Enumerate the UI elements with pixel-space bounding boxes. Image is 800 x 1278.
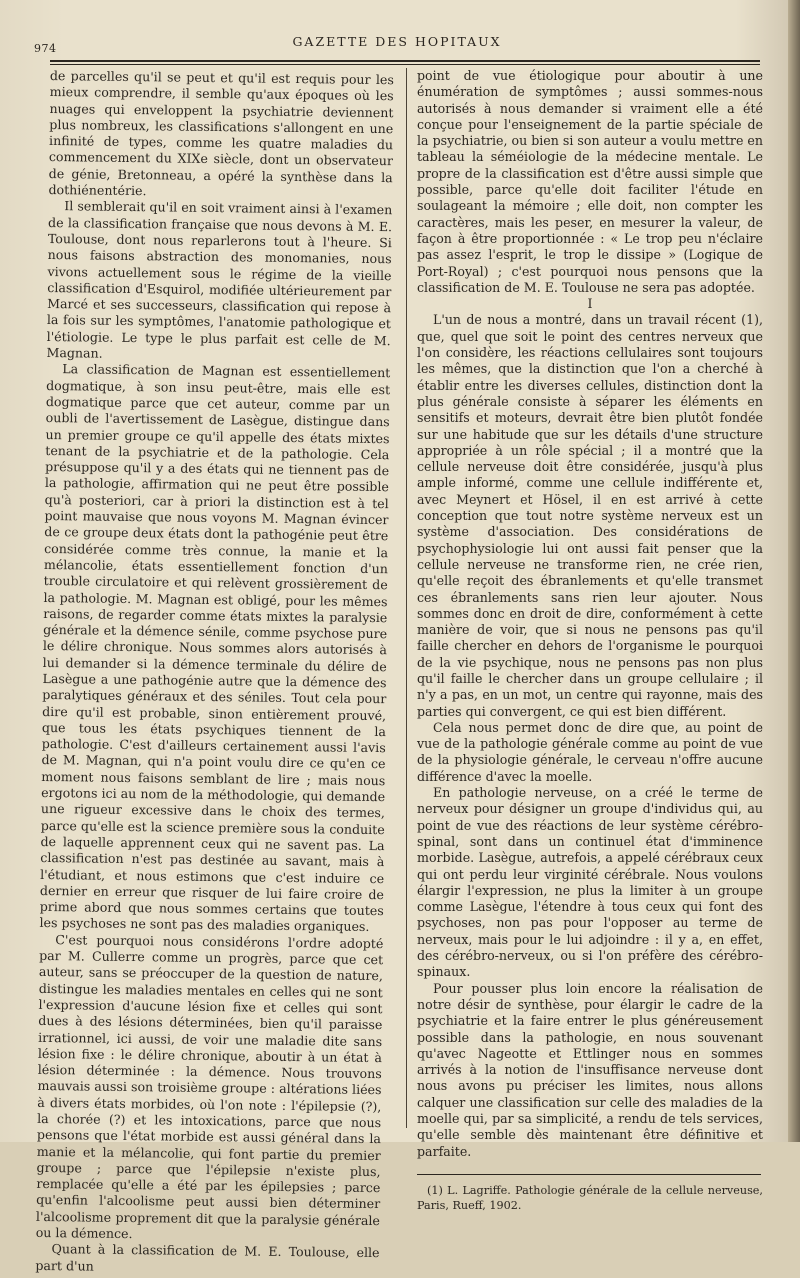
- paragraph: La classification de Magnan est essentiellement dogmatique, à son insu peut-être, mais elle est dogmatique parce que cet auteur, comme par un oubli de l'avertissement de Lasègue, distingue dans un premier groupe ce qu'il appelle des états mixtes tenant de la psychiatrie et de la pathologie. Cela présuppose qu'il y a des états qui ne tiennent pas de la pathologie, affirmation qui ne peut être possible qu'à posteriori, car à priori la distinction est à tel point mauvaise que nous voyons M. Magnan évincer de ce groupe deux états dont la pathogénie peut être considérée comme très connue, la manie et la mélancolie, états essentiellement fonction d'un trouble circulatoire et qui relèvent grossièrement de la pathologie. M. Magnan est obligé, pour les mêmes raisons, de regarder comme états mixtes la paralysie générale et la démence sénile, comme psychose pure le délire chronique. Nous sommes alors autorisés à lui demander si la démence terminale du délire de Lasègue a une pathogénie autre que la démence des paralytiques généraux et des séniles. Tout cela pour dire qu'il est probable, sinon entièrement prouvé, que tous les états psychiques tiennent de la pathologie. C'est d'ailleurs certainement aussi l'avis de M. Magnan, qui n'a point voulu dire ce qu'en ce moment nous faisons semblant de lire ; mais nous ergotons ici au nom de la méthodologie, qui demande une rigueur excessive dans le choix des termes, parce qu'elle est la science première sous la conduite de laquelle apprennent ceux qui ne savent pas. La classification n'est pas destinée au savant, mais à l'étudiant, et nous estimons que c'est induire ce dernier en erreur que risquer de lui faire croire de prime abord que nous sommes certains que toutes les psychoses ne sont pas des maladies organiques.: [39, 361, 391, 935]
- page-header: [34, 30, 760, 60]
- paragraph: Il semblerait qu'il en soit vraiment ainsi à l'examen de la classification française que nous devons à M. E. Toulouse, dont nous reparlerons tout à l'heure. Si nous faisons abstraction des monomanies, nous vivons actuellement sous le régime de la vieille classification d'Esquirol, modifiée ultérieurement par Marcé et ses successeurs, classification qui repose à la fois sur les symptômes, l'anatomie pathologique et l'étiologie. Le type le plus parfait est celle de M. Magnan.: [46, 198, 393, 361]
- paragraph: de parcelles qu'il se peut et qu'il est requis pour les mieux comprendre, il semble qu'aux époques où les nuages qui enveloppent la psychiatrie deviennent plus nombreux, les classifications s'allongent en une infinité de types, comme les quatre maladies du commencement du XIXe siècle, dont un observateur de génie, Bretonneau, a opéré la synthèse dans la dothiénentérie.: [48, 68, 394, 199]
- book-spine-shadow: [788, 0, 800, 1142]
- left-column: [35, 68, 394, 1278]
- right-column: [417, 68, 763, 1213]
- paragraph: L'un de nous a montré, dans un travail récent (1), que, quel que soit le point des centres nerveux que l'on considère, les réactions cellulaires sont toujours les mêmes, que la distinction que l'on a cherché à établir entre les diverses cellules, distinction dont la plus générale consiste à séparer les éléments en sensitifs et moteurs, devrait être bien plutôt fondée sur une habitude que sur les détails d'une structure appropriée à un rôle spécial ; il a montré que la cellule nerveuse doit être considérée, jusqu'à plus ample informé, comme une cellule indifférente et, avec Meynert et Hösel, il en est arrivé à cette conception que tout notre système nerveux est un système d'association. Des considérations de psychophysiologie lui ont aussi fait penser que la cellule nerveuse ne transforme rien, ne crée rien, qu'elle reçoit des ébranlements et qu'elle transmet ces ébranlements sans rien leur ajouter. Nous sommes donc en droit de dire, conformément à cette manière de voir, que si nous ne pensons pas qu'il faille chercher en dehors de l'organisme le pourquoi de la vie psychique, nous ne pensons pas non plus qu'il faille le chercher dans un groupe cellulaire ; il n'y a pas, en un mot, un centre qui rayonne, mais des parties qui convergent, ce qui est bien différent.: [417, 312, 763, 719]
- paragraph: Cela nous permet donc de dire que, au point de vue de la pathologie générale comme au point de vue de la physiologie générale, le cerveau n'offre aucune différence d'avec la moelle.: [417, 719, 763, 784]
- paragraph: En pathologie nerveuse, on a créé le terme de nerveux pour désigner un groupe d'individus qui, au point de vue des réactions de leur système cérébro-spinal, sont dans un continuel état d'imminence morbide. Lasègue, autrefois, a appelé cérébraux ceux qui ont perdu leur virginité cérébrale. Nous voulons élargir l'expression, ne plus la limiter à un groupe comme Lasègue, l'étendre à tous ceux qui font des psychoses, non pas pour l'opposer au terme de nerveux, mais pour le lui adjoindre : il y a, en effet, des cérébro-nerveux, ou si l'on préfère des cérébro-spinaux.: [417, 785, 763, 980]
- footnote-text: (1) L. Lagriffe. Pathologie générale de la cellule nerveuse, Paris, Rueff, 1902.: [417, 1183, 763, 1212]
- page-number: 974: [34, 42, 57, 55]
- column-divider: [406, 68, 407, 1128]
- header-rule-thin: [50, 64, 760, 65]
- header-rule-thick: [50, 60, 760, 62]
- running-title: GAZETTE DES HOPITAUX: [292, 34, 502, 49]
- paragraph: C'est pourquoi nous considérons l'ordre adopté par M. Cullerre comme un progrès, parce que cet auteur, sans se préoccuper de la question de nature, distingue les maladies mentales en celles qui ne sont l'expression d'aucune lésion fixe et celles qui sont dues à des lésions déterminées, bien qu'il paraisse irrationnel, ici aussi, de voir une maladie dite sans lésion fixe : le délire chronique, aboutir à un état à lésion déterminée : la démence. Nous trouvons mauvais aussi son troisième groupe : altérations liées à divers états morbides, où l'on note : l'épilepsie (?), la chorée (?) et les intoxications, parce que nous pensons que l'état morbide est aussi général dans la manie et la mélancolie, qui font partie du premier groupe ; parce que l'épilepsie n'existe plus, remplacée qu'elle a été par les épilepsies ; parce qu'enfin l'alcoolisme peut aussi bien déterminer l'alcoolisme proprement dit que la paralysie générale ou la démence.: [35, 931, 384, 1242]
- paragraph: Pour pousser plus loin encore la réalisation de notre désir de synthèse, pour élargir le cadre de la psychiatrie et la faire entrer le plus généreusement possible dans la pathologie, en nous souvenant qu'avec Nageotte et Ettlinger nous en sommes arrivés à la notion de l'insuffisance nerveuse dont nous avons pu préciser les limites, nous allons calquer une classification sur celle des maladies de la moelle qui, par sa simplicité, a rendu de tels services, qu'elle semble dès maintenant être définitive et parfaite.: [417, 980, 763, 1159]
- footnote-rule: [417, 1174, 761, 1175]
- paragraph: Quant à la classification de M. E. Toulouse, elle part d'un: [35, 1241, 380, 1274]
- paragraph: point de vue étiologique pour aboutir à une énumération de symptômes ; aussi sommes-nous autorisés à nous demander si vraiment elle a été conçue pour l'enseignement de la partie spéciale de la psychiatrie, ou bien si son auteur a voulu mettre en tableau la séméiologie de la médecine mentale. Le propre de la classification est d'être aussi simple que possible, parce qu'elle doit faciliter l'étude en soulageant la mémoire ; elle doit, non compter les caractères, mais les peser, en mesurer la valeur, de façon à être proportionnée : « Le trop peu n'éclaire pas assez l'esprit, le trop le dissipe » (Logique de Port-Royal) ; c'est pourquoi nous pensons que la classification de M. E. Toulouse ne sera pas adoptée.: [417, 68, 763, 295]
- footnote: [417, 1183, 763, 1213]
- section-number: I: [587, 296, 593, 312]
